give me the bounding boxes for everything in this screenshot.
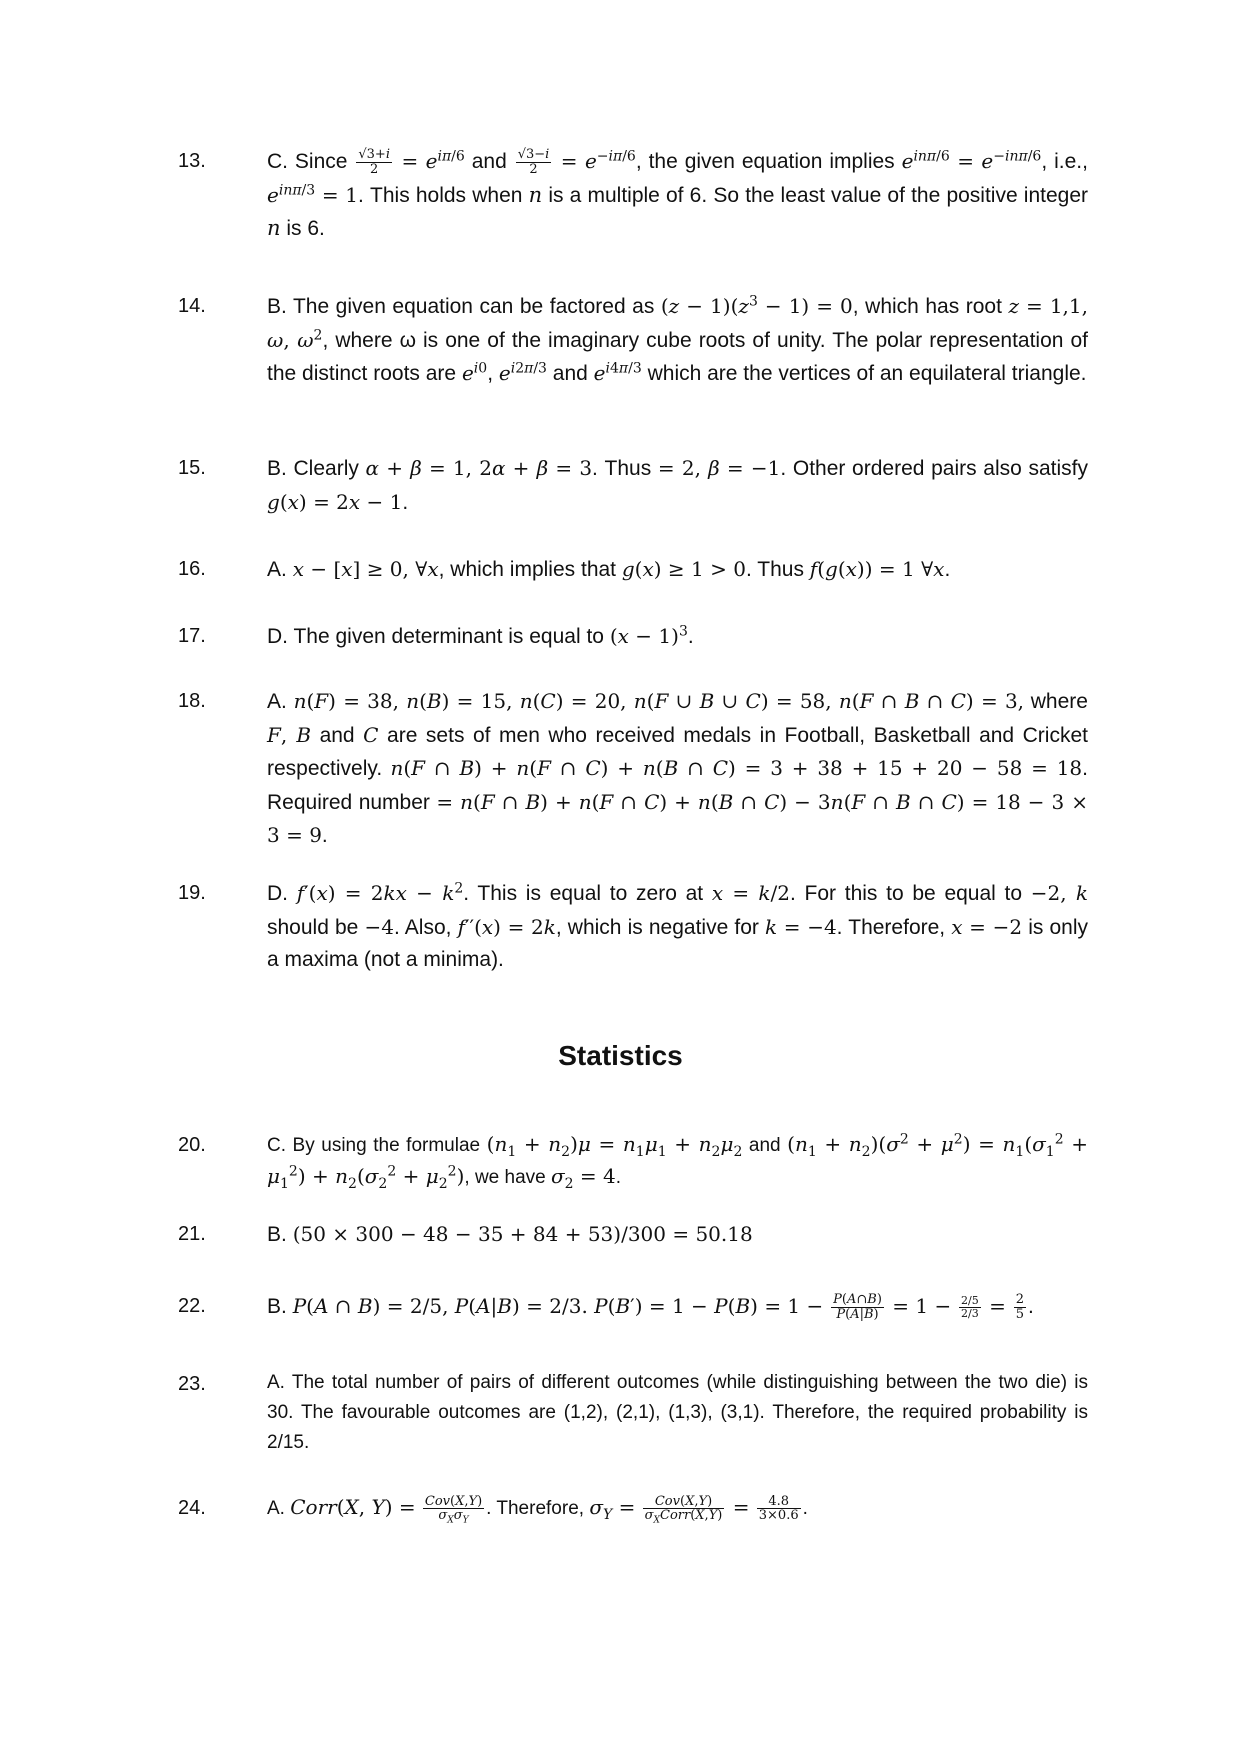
answer-letter: D. (267, 625, 288, 648)
answer-text: A. The total number of pairs of different outcomes (while distinguishing between the two die) is 30. The favourable outcomes are (1,2), (2,1), (1,3), (3,1). Therefore, the required probability is 2/15. (267, 1372, 1089, 1453)
answer-text: A. x − [x] ≥ 0, ∀x, which implies that g(x) ≥ 1 > 0. Thus f(g(x)) = 1 ∀x. (267, 557, 951, 581)
fraction: $\frac{\text{Cov(X,Y)}}{\sigma_X\sigma_Y}$ (424, 1493, 483, 1527)
item-number: 17. (178, 625, 206, 647)
answer-text: C. By using the formulae $(n_1 + n_2)\mu = n_1\mu_1 + n_2\mu_2$ and $(n_1 + n_2)(\sigma^2 + \mu^2) = n_1(\sigma_1^2 + \mu_1^2) + n_2(\sigma_2^2 + \mu_2^2)$, we have $\sigma_2 = 4$. (267, 1131, 1088, 1192)
answer-text: D. $f'(x) = 2kx - k^2$. This is equal to zero at x = k/2. For this to be equal to −2, k should be −4. Also, f′′(x) = 2k, which is negative for k = −4. Therefore, x = −2 is only a maxima (not a minima). (267, 880, 1088, 971)
answer-text: B. Clearly α + β = 1, 2α + β = 3. Thus = 2, β = −1. Other ordered pairs also satisfy g(x) = 2x − 1. (267, 456, 1088, 514)
fraction: $\frac{√3-i}{2}$ (517, 147, 550, 177)
answer-text: B. P(A ∩ B) = 2/5, P(A|B) = 2/3. P(B′) = 1 − P(B) = 1 − $\frac{P(A\cap B)}{P(A|B)}$ = 1 − $\frac{2/5}{2/3}$ = $\frac{2}{5}$ . (267, 1292, 1034, 1322)
answer-letter: C. (267, 1135, 286, 1156)
answer-letter: B. (267, 1223, 287, 1246)
answer-text: A. Corr(X, Y) = $\frac{\text{Cov(X,Y)}}{\sigma_X\sigma_Y}$ . Therefore, $\sigma_Y$ = $\frac{\text{Cov(X,Y)}}{\sigma_XCorr(X,Y)}$ = $\frac{4.8}{3\times 0.6}$ . (267, 1493, 808, 1527)
answer-letter: A. (267, 690, 287, 713)
answer-text: A. n(F) = 38, n(B) = 15, n(C) = 20, n(F ∪ B ∪ C) = 58, n(F ∩ B ∩ C) = 3, where F, B and C are sets of men who received medals in Football, Basketball and Cricket respectively. n(F ∩ B) + n(F ∩ C) + n(B ∩ C) = 3 + 38 + 15 + 20 − 58 = 18. Required number = n(F ∩ B) + n(F ∩ C) + n(B ∩ C) − 3n(F ∩ B ∩ C) = 18 − 3 × 3 = 9. (267, 689, 1088, 847)
item-number: 23. (178, 1373, 206, 1395)
item-number: 14. (178, 295, 206, 317)
answer-letter: B. (267, 295, 287, 318)
item-number: 16. (178, 558, 206, 580)
item-number: 24. (178, 1497, 206, 1519)
answer-letter: B. (267, 1295, 287, 1318)
answer-letter: A. (267, 1498, 285, 1519)
fraction: $\frac{√3+i}{2}$ (358, 147, 390, 177)
answer-letter: D. (267, 882, 288, 905)
section-heading: Statistics (558, 1040, 683, 1071)
answer-letter: B. (267, 457, 287, 480)
item-number: 19. (178, 882, 206, 904)
answer-text: D. The given determinant is equal to $(x - 1)^3$. (267, 623, 694, 648)
item-number: 22. (178, 1295, 206, 1317)
answer-letter: A. (267, 558, 287, 581)
answer-letter: C. (267, 150, 288, 173)
answer-text: C. Since $\frac{√3+i}{2}$ = $e^{i\pi/6}$ and $\frac{√3-i}{2}$ = $e^{-i\pi/6}$, the given equation implies $e^{in\pi/6} = e^{-in\pi/6}$, i.e., $e^{in\pi/3} = 1$. This holds when n is a multiple of 6. So the least value of the positive integer n is 6. (267, 147, 1089, 240)
item-number: 21. (178, 1223, 206, 1245)
answer-text: B. (50 × 300 − 48 − 35 + 84 + 53)/300 = 50.18 (267, 1222, 753, 1246)
answer-letter: A. (267, 1372, 285, 1393)
fraction: $\frac{4.8}{3\times 0.6}$ (758, 1493, 799, 1524)
item-number: 15. (178, 457, 206, 479)
answer-text: B. The given equation can be factored as $(z - 1)(z^3 - 1) = 0$, which has root z = 1,1, ω, $\omega^2$, where ω is one of the imaginary cube roots of unity. The polar representation of the distinct roots are $e^{i0}$, $e^{i2\pi/3}$ and $e^{i4\pi/3}$ which are the vertices of an equilateral triangle. (267, 293, 1089, 385)
item-number: 18. (178, 690, 206, 712)
item-number: 20. (178, 1134, 206, 1156)
fraction: $\frac{P(A\cap B)}{P(A|B)}$ (833, 1292, 882, 1322)
fraction: $\frac{\text{Cov(X,Y)}}{\sigma_XCorr(X,Y)}$ (644, 1493, 723, 1527)
item-number: 13. (178, 150, 206, 172)
fraction: $\frac{2/5}{2/3}$ (961, 1294, 979, 1320)
fraction: $\frac{2}{5}$ (1015, 1292, 1024, 1322)
